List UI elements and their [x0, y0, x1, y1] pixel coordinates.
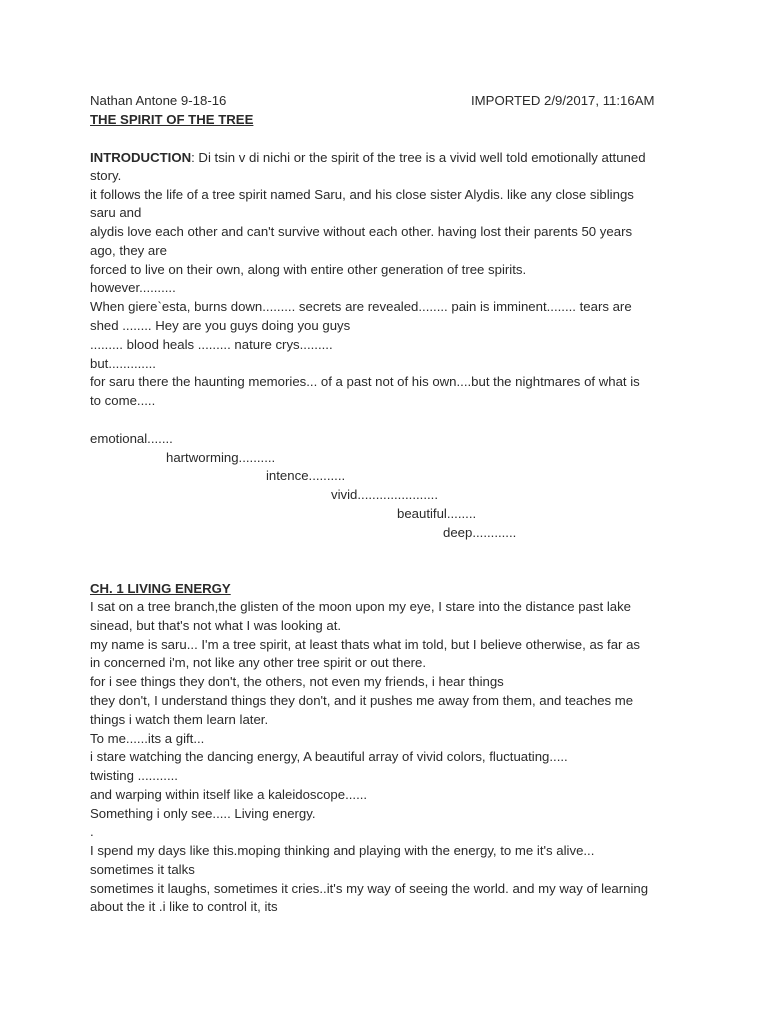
intro-label: INTRODUCTION — [90, 150, 192, 165]
chapter-line: for i see things they don't, the others, not even my friends, i hear things — [90, 674, 504, 689]
author-date: Nathan Antone 9-18-16 — [90, 93, 227, 108]
intro-line: ago, they are — [90, 243, 167, 258]
intro-line: for saru there the haunting memories... of a past not of his own....but the nightmares of what is — [90, 374, 640, 389]
chapter-line: sometimes it laughs, sometimes it cries..it's my way of seeing the world. and my way of learning — [90, 881, 649, 896]
intro-first-line — [90, 149, 646, 167]
chapter-line: sinead, but that's not what I was looking at. — [90, 618, 342, 633]
chapter-line: in concerned i'm, not like any other tree spirit or out there. — [90, 655, 427, 670]
chapter-line: i stare watching the dancing energy, A beautiful array of vivid colors, fluctuating..... — [90, 749, 568, 764]
cascade-word: beautiful........ — [397, 506, 477, 521]
intro-line: but............. — [90, 356, 156, 371]
chapter-line: . — [90, 824, 94, 839]
intro-first-line-text: : Di tsin v di nichi or the spirit of the tree is a vivid well told emotionally attuned — [191, 150, 646, 165]
chapter-line: sometimes it talks — [90, 862, 195, 877]
intro-line: to come..... — [90, 393, 156, 408]
chapter-line: they don't, I understand things they don't, and it pushes me away from them, and teaches me — [90, 693, 634, 708]
cascade-word: hartworming.......... — [166, 450, 276, 465]
chapter-line: things i watch them learn later. — [90, 712, 269, 727]
intro-line: ......... blood heals ......... nature crys......... — [90, 337, 333, 352]
intro-line: saru and — [90, 205, 142, 220]
imported-stamp: IMPORTED 2/9/2017, 11:16AM — [471, 93, 655, 108]
intro-line: story. — [90, 168, 122, 183]
intro-line: it follows the life of a tree spirit named Saru, and his close sister Alydis. like any close siblings — [90, 187, 634, 202]
chapter-line: about the it .i like to control it, its — [90, 899, 278, 914]
cascade-word: deep............ — [443, 525, 517, 540]
chapter-line: twisting ........... — [90, 768, 178, 783]
intro-line: alydis love each other and can't survive without each other. having lost their parents 50 years — [90, 224, 633, 239]
cascade-word: intence.......... — [266, 468, 346, 483]
chapter-line: To me......its a gift... — [90, 731, 205, 746]
intro-line: forced to live on their own, along with entire other generation of tree spirits. — [90, 262, 527, 277]
intro-line: When giere`esta, burns down......... secrets are revealed........ pain is imminent........ tears are — [90, 299, 632, 314]
intro-line: however.......... — [90, 280, 176, 295]
chapter-line: Something i only see..... Living energy. — [90, 806, 316, 821]
document-title: THE SPIRIT OF THE TREE — [90, 112, 254, 127]
chapter-line: my name is saru... I'm a tree spirit, at least thats what im told, but I believe otherwise, as far as — [90, 637, 641, 652]
intro-line: shed ........ Hey are you guys doing you guys — [90, 318, 351, 333]
chapter-line: and warping within itself like a kaleidoscope...... — [90, 787, 368, 802]
cascade-word: vivid...................... — [331, 487, 438, 502]
chapter-line: I sat on a tree branch,the glisten of the moon upon my eye, I stare into the distance past lake — [90, 599, 632, 614]
cascade-word: emotional....... — [90, 431, 173, 446]
chapter-heading: CH. 1 LIVING ENERGY — [90, 581, 231, 596]
chapter-line: I spend my days like this.moping thinking and playing with the energy, to me it's alive... — [90, 843, 595, 858]
